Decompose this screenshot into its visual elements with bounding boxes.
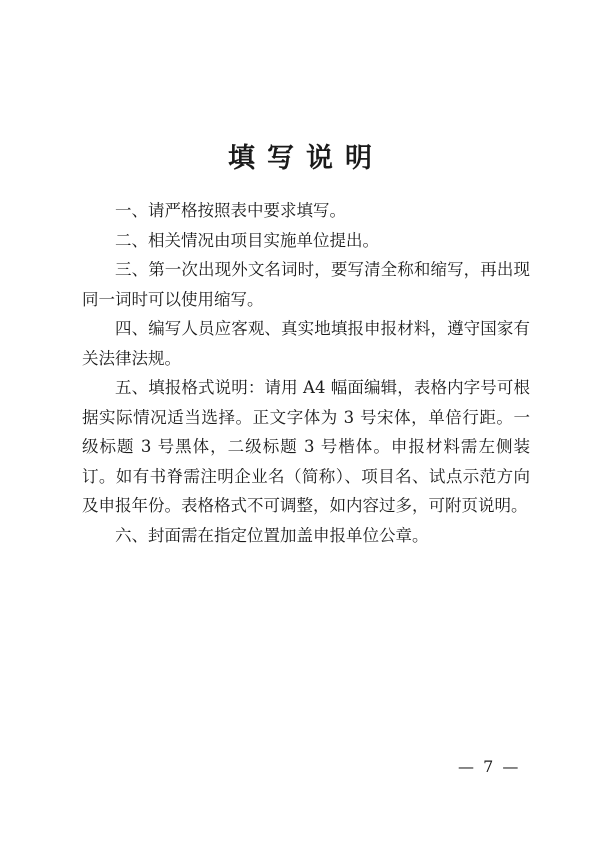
instruction-item-6: 六、封面需在指定位置加盖申报单位公章。	[115, 525, 429, 545]
instructions-body	[82, 196, 530, 550]
instruction-item-5: 五、填报格式说明：请用 A4 幅面编辑，表格内字号可根据实际情况适当选择。正文字体为 3 号宋体，单倍行距。一级标题 3 号黑体，二级标题 3 号楷体。申报材料需左侧装订。如有书脊需注明企业名（简称）、项目名、试点示范方向及申报年份。表格格式不可调整，如内容过多，可附页说明。	[82, 378, 530, 515]
page-title: 填写说明	[228, 143, 384, 174]
page-number: — 7 —	[458, 757, 521, 776]
instruction-item-4: 四、编写人员应客观、真实地填报申报材料，遵守国家有关法律法规。	[82, 319, 530, 368]
instruction-item-3: 三、第一次出现外文名词时，要写清全称和缩写，再出现同一词时可以使用缩写。	[82, 260, 530, 309]
instruction-item-1: 一、请严格按照表中要求填写。	[115, 201, 346, 220]
instruction-item-2: 二、相关情况由项目实施单位提出。	[115, 230, 379, 250]
